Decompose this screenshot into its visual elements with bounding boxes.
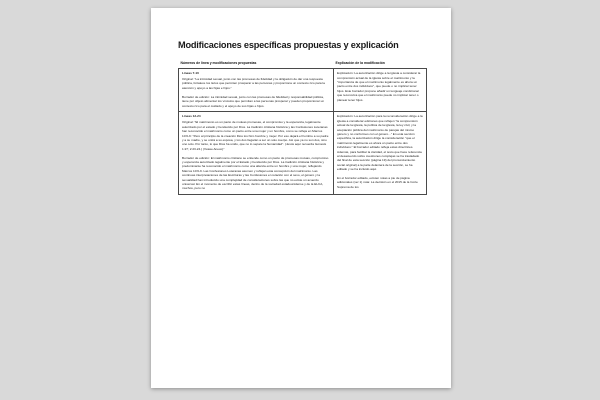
- original-text: Original: "El matrimonio es un pacto de mutuas promesas, el compromiso y la esperanza, legalmente autorizado por el estado y bendecido por Dios. La tradición cristiana histórica y las Confesiones Luteranas han reconocido el matrimonio como un pacto entre una mujer y un hombre, como se refleja en Marcos 10:6-9: "Pero al principio de la creación Dios los hizo hombre y mujer. Por eso dejará el hombre a su padre y a su madre, y se unirá a su esposa, y los dos llegarán a ser un solo cuerpo. Así que ya no son dos, sino uno solo. Por tanto, lo que Dios ha unido, que no lo separe la humanidad". (Jesús aquí recuerda Génesis 1:27; 2:23-24.) (Véase Anexo)": [182, 120, 329, 151]
- original-text: Original: "La intimidad sexual, junto con las promesas de fidelidad y la obligación de dar una respuesta pública, fortalece los lazos que permiten prosperar a las personas y proporciona un contexto rico para la atención y apoyo a las hijas e hijos.": [182, 77, 325, 90]
- line-reference: Líneas 7-10: [182, 71, 199, 76]
- modifications-table: [178, 61, 427, 195]
- explanation-text: Explicación: La autorización para la reconsideración dirige a la iglesia a considerar ediciones que reflejen "la comprensión actual de la iglesia, la política de la iglesia, la ley civil, y la aceptación pública del matrimonio de parejas del mismo género y no conformes con el género..." En esta sección específica, la autorización dirige la consideración "que el matrimonio legalmente es ahora un pacto entre dos individuos." El borrador editado refleja estas directrices. Además, para facilitar la claridad, el texto que hace referencia al desacuerdo sobre cuestiones complejas se ha trasladado del final de esta sección (página 19) del pronunciamiento social original) a la parte delantera de la sección, se ha editado y se ha incluido aquí.: [337, 114, 423, 172]
- table-row: [179, 111, 427, 194]
- draft-edit-text: Borrador de edición: La intimidad sexual, junto con las promesas de fidelidad y responsabilidad pública, tiene por objeto alimentar los vínculos que permitan a las personas prosperar y pueden proporcionar un contexto rico para el cuidado y el apoyo de sus hijas e hijos.: [182, 94, 325, 108]
- column-header-line-numbers: Números de línea y modificaciones propuestas: [180, 61, 257, 66]
- cell-modifications: [179, 68, 334, 111]
- table-row: [179, 68, 427, 111]
- cell-explanation: [334, 68, 427, 111]
- column-header-explanation: Explicación de la modificación: [335, 61, 385, 66]
- explanation-text: Explicación: La autorización dirige a la iglesia a considerar la comprensión actual de la iglesia sobre el matrimonio y la "importancia de que el matrimonio legalmente es ahora un pacto entre dos individuos", que puede o no implicar tener hijos. Este borrador propone añadir un lenguaje condicional que reconozca que el matrimonio puede no implicar tener o planear tener hijos.: [337, 71, 421, 102]
- cell-modifications: [179, 111, 334, 194]
- line-reference: Líneas 12-24: [182, 114, 201, 119]
- document-page: [151, 8, 451, 388]
- draft-edit-text: Borrador de edición: El matrimonio cristiano se entiende como un pacto de promesas mutuas, compromiso y esperanza autorizado legalmente por el Estado y bendecido por Dios. La tradición cristiana histórica y predominante ha reconocido el matrimonio como una alianza entre un hombre y una mujer, reflejando Marcos 10:6-9. Las Confesiones Luteranas asumen y reflejan esta concepción del matrimonio. Las continuas interpretaciones de las Escrituras y las Confesiones en relación con el sexo, el género y la sexualidad han introducido una complejidad de consideraciones sobre las que no existe un acuerdo universal. En el momento de escribir estas líneas, dentro de la sociedad estadounidense y de la ELCA, muchos, pero no: [182, 155, 329, 191]
- table-header-row: [179, 61, 427, 68]
- cell-explanation: [334, 111, 427, 194]
- page-content: [178, 40, 426, 195]
- explanation-footnote-text: En el borrador editado, existen notas a pie de página adicionales (ver 1) nota: La decisión en el 2015 de la Corte Suprema de los: [337, 176, 418, 189]
- page-title: Modificaciones específicas propuestas y explicación: [178, 40, 399, 50]
